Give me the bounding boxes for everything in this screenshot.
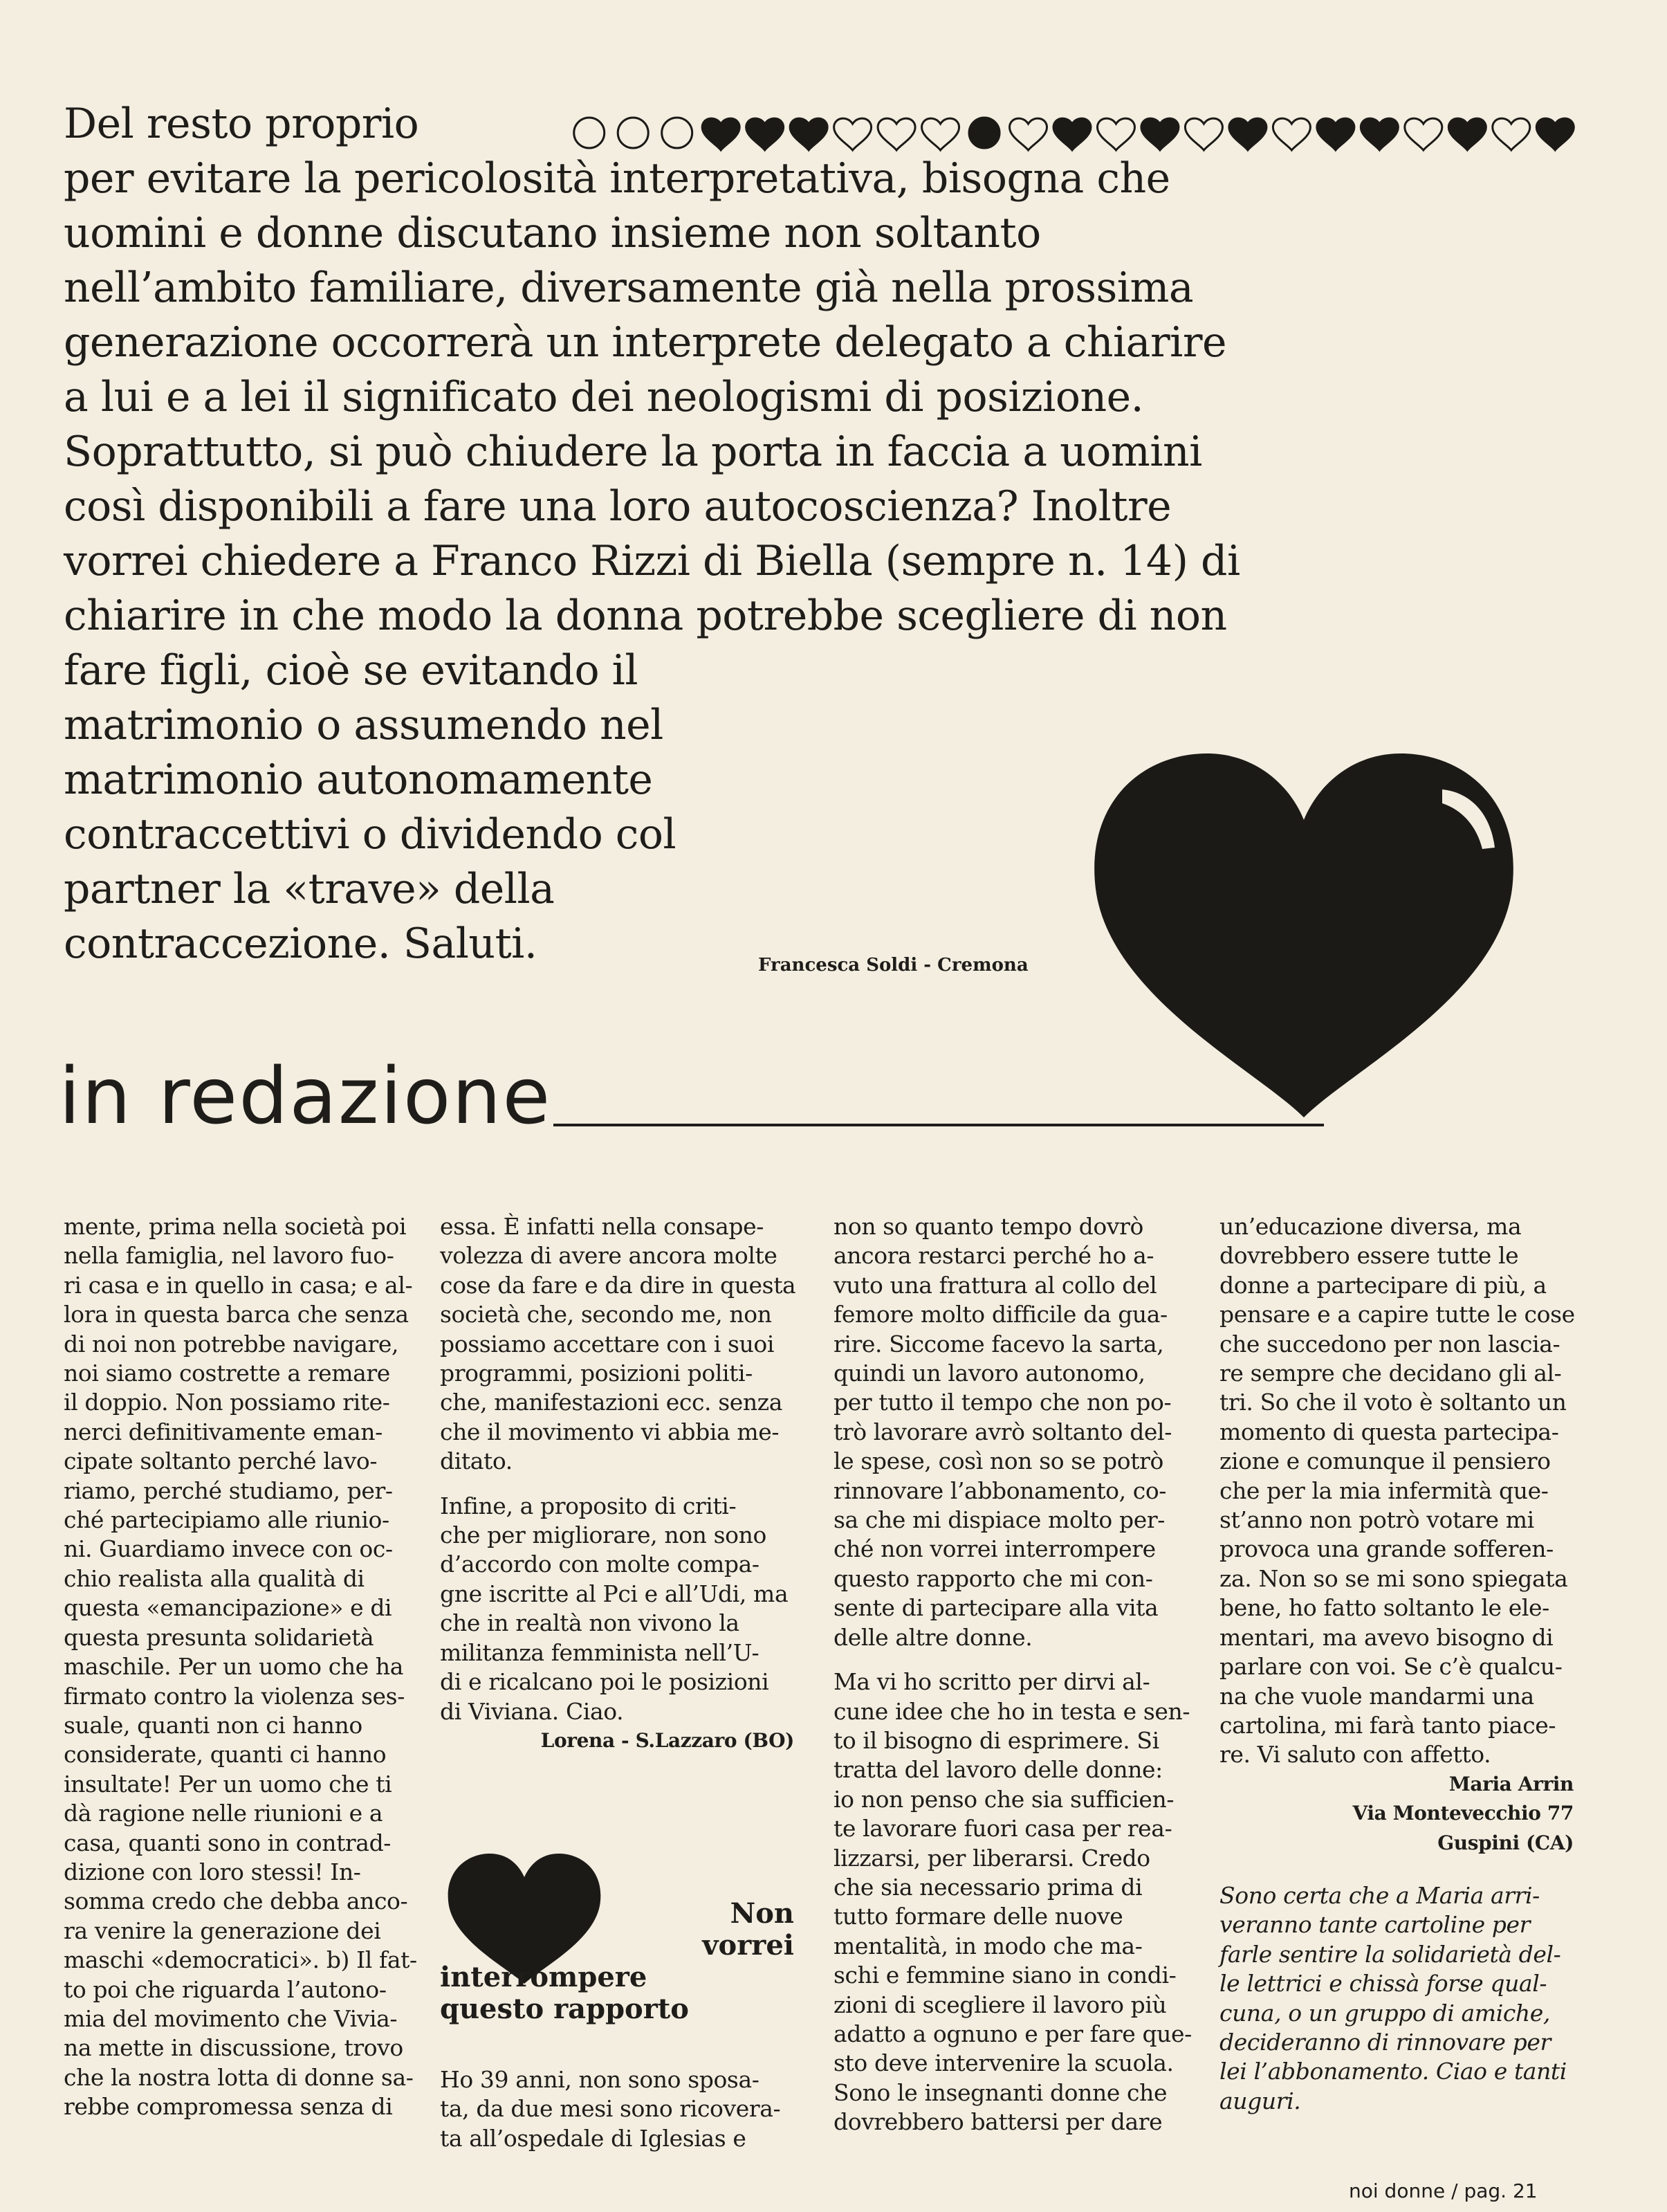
editor-reply-line: cuna, o un gruppo di amiche, bbox=[1219, 1999, 1550, 2027]
filled-heart-icon bbox=[1141, 118, 1179, 150]
outline-heart-icon bbox=[1185, 118, 1222, 150]
letter-line: Del resto proprio bbox=[64, 100, 419, 148]
text-line: rinnovare l’abbonamento, co- bbox=[834, 1477, 1167, 1504]
column-3 bbox=[834, 1212, 1192, 2137]
text-line: vuto una frattura al collo del bbox=[834, 1271, 1157, 1299]
text-line: società che, secondo me, non bbox=[440, 1301, 772, 1328]
text-line: Ma vi ho scritto per dirvi al- bbox=[834, 1668, 1150, 1696]
open-circle-icon bbox=[662, 118, 692, 148]
text-line: rebbe compromessa senza di bbox=[64, 2093, 393, 2121]
paragraph-gap bbox=[1219, 1858, 1574, 1881]
text-line: volezza di avere ancora molte bbox=[440, 1242, 777, 1270]
page-number: 21 bbox=[1512, 2179, 1538, 2202]
sub-heading-line: Non bbox=[730, 1897, 794, 1930]
text-line: questo rapporto che mi con- bbox=[834, 1564, 1153, 1592]
text-line: insultate! Per un uomo che ti bbox=[64, 1770, 392, 1798]
text-line: cose da fare e da dire in questa bbox=[440, 1271, 796, 1299]
text-line: questa «emancipazione» e di bbox=[64, 1594, 392, 1622]
text-line: mentari, ma avevo bisogno di bbox=[1219, 1623, 1554, 1651]
letter-line: uomini e donne discutano insieme non soltanto bbox=[64, 209, 1041, 257]
letter-line: così disponibili a fare una loro autocoscienza? Inoltre bbox=[64, 482, 1172, 531]
text-line: ditato. bbox=[440, 1447, 513, 1475]
text-line: di noi non potrebbe navigare, bbox=[64, 1330, 399, 1358]
outline-heart-icon bbox=[1405, 118, 1442, 150]
text-line: chio realista alla qualità di bbox=[64, 1564, 365, 1592]
outline-heart-icon bbox=[1493, 118, 1530, 150]
editor-reply-line: Sono certa che a Maria arri- bbox=[1219, 1881, 1540, 1909]
text-line: sente di partecipare alla vita bbox=[834, 1594, 1159, 1622]
text-line: che per migliorare, non sono bbox=[440, 1521, 766, 1549]
text-line: un’educazione diversa, ma bbox=[1219, 1213, 1522, 1240]
letter-signature-line: Maria Arrin bbox=[1448, 1772, 1574, 1795]
text-line: na mette in discussione, trovo bbox=[64, 2034, 403, 2062]
text-line: nerci definitivamente eman- bbox=[64, 1418, 383, 1445]
outline-heart-icon bbox=[922, 118, 959, 150]
text-line: cartolina, mi farà tanto piace- bbox=[1219, 1711, 1556, 1739]
text-line: che succedono per non lascia- bbox=[1219, 1330, 1560, 1358]
text-line: momento di questa partecipa- bbox=[1219, 1418, 1559, 1445]
text-line: io non penso che sia sufficien- bbox=[834, 1785, 1175, 1813]
text-line: adatto a ognuno e per fare que- bbox=[834, 2020, 1192, 2047]
text-line: questa presunta solidarietà bbox=[64, 1623, 374, 1651]
text-line: tri. So che il voto è soltanto un bbox=[1219, 1389, 1567, 1416]
column-2 bbox=[440, 1212, 794, 1755]
text-line: maschi «democratici». b) Il fat- bbox=[64, 1946, 417, 1974]
text-line: mente, prima nella società poi bbox=[64, 1213, 407, 1240]
text-line: rire. Siccome facevo la sarta, bbox=[834, 1330, 1164, 1358]
letter-line: chiarire in che modo la donna potrebbe scegliere di non bbox=[64, 592, 1227, 640]
text-line: delle altre donne. bbox=[834, 1623, 1033, 1651]
text-line: d’accordo con molte compa- bbox=[440, 1551, 759, 1578]
filled-heart-icon bbox=[1229, 118, 1267, 150]
text-line: tratta del lavoro delle donne: bbox=[834, 1756, 1163, 1784]
outline-heart-icon bbox=[834, 118, 872, 150]
top-letter-signature: Francesca Soldi - Cremona bbox=[758, 955, 1029, 976]
letter-line: nell’ambito familiare, diversamente già nella prossima bbox=[64, 264, 1194, 312]
text-line: firmato contro la violenza ses- bbox=[64, 1682, 405, 1710]
text-line: che il movimento vi abbia me- bbox=[440, 1418, 780, 1445]
text-line: quindi un lavoro autonomo, bbox=[834, 1360, 1145, 1387]
text-line: il doppio. Non possiamo rite- bbox=[64, 1389, 390, 1416]
text-line: lizzarsi, per liberarsi. Credo bbox=[834, 1844, 1150, 1872]
text-line: na che vuole mandarmi una bbox=[1219, 1682, 1534, 1710]
letter-line: per evitare la pericolosità interpretativa, bisogna che bbox=[64, 154, 1170, 203]
text-line: che in realtà non vivono la bbox=[440, 1609, 739, 1637]
text-line: donne a partecipare di più, a bbox=[1219, 1271, 1547, 1299]
text-line: to il bisogno di esprimere. Si bbox=[834, 1726, 1159, 1754]
text-line: maschile. Per un uomo che ha bbox=[64, 1653, 404, 1681]
open-circle-icon bbox=[574, 118, 605, 148]
text-line: che, manifestazioni ecc. senza bbox=[440, 1389, 782, 1416]
text-line: nella famiglia, nel lavoro fuo- bbox=[64, 1242, 394, 1270]
sub-heading-line: questo rapporto bbox=[440, 1993, 689, 2025]
text-line: casa, quanti sono in contrad- bbox=[64, 1829, 392, 1856]
text-line: militanza femminista nell’U- bbox=[440, 1638, 759, 1666]
section-title: in redazione bbox=[59, 1052, 552, 1142]
page-label: pag. bbox=[1464, 2179, 1507, 2202]
editor-reply-line: le lettrici e chissà forse qual- bbox=[1219, 1970, 1547, 1998]
sub-heading-left bbox=[440, 1962, 689, 2025]
text-line: zione e comunque il pensiero bbox=[1219, 1447, 1551, 1475]
text-line: mentalità, in modo che ma- bbox=[834, 1932, 1143, 1959]
letter-line: partner la «trave» della bbox=[64, 865, 555, 913]
page-footer bbox=[1349, 2179, 1538, 2202]
text-line: trò lavorare avrò soltanto del- bbox=[834, 1418, 1172, 1445]
text-line: riamo, perché studiamo, per- bbox=[64, 1477, 393, 1504]
text-line: le spese, così non so se potrò bbox=[834, 1447, 1163, 1475]
outline-heart-icon bbox=[878, 118, 915, 150]
text-line: re. Vi saluto con affetto. bbox=[1219, 1741, 1491, 1768]
text-line: Ho 39 anni, non sono sposa- bbox=[440, 2066, 759, 2093]
text-line: cipate soltanto perché lavo- bbox=[64, 1447, 378, 1475]
text-line: pensare e a capire tutte le cose bbox=[1219, 1301, 1575, 1328]
paragraph-gap bbox=[440, 1477, 794, 1492]
editor-reply-line: decideranno di rinnovare per bbox=[1219, 2028, 1551, 2056]
filled-heart-icon bbox=[746, 118, 784, 150]
text-line: considerate, quanti ci hanno bbox=[64, 1741, 387, 1768]
text-line: lora in questa barca che senza bbox=[64, 1301, 409, 1328]
text-line: sa che mi dispiace molto per- bbox=[834, 1506, 1165, 1534]
filled-circle-icon bbox=[969, 118, 1000, 148]
text-line: somma credo che debba anco- bbox=[64, 1887, 408, 1915]
letter-line: generazione occorrerà un interprete delegato a chiarire bbox=[64, 318, 1227, 367]
text-line: di e ricalcano poi le posizioni bbox=[440, 1668, 769, 1696]
letter-line: vorrei chiedere a Franco Rizzi di Biella (sempre n. 14) di bbox=[64, 537, 1240, 585]
text-line: ra venire la generazione dei bbox=[64, 1917, 381, 1944]
text-line: parlare con voi. Se c’è qualcu- bbox=[1219, 1653, 1563, 1681]
footer-separator: / bbox=[1451, 2179, 1458, 2202]
letter-line: contraccettivi o dividendo col bbox=[64, 810, 676, 859]
filled-heart-icon bbox=[790, 118, 827, 150]
paragraph-gap bbox=[834, 1652, 1188, 1667]
text-line: ché partecipiamo alle riunio- bbox=[64, 1506, 389, 1534]
column-4 bbox=[1219, 1212, 1574, 2116]
text-line: ancora restarci perché ho a- bbox=[834, 1242, 1154, 1270]
text-line: sto deve intervenire la scuola. bbox=[834, 2049, 1174, 2077]
text-line: dovrebbero essere tutte le bbox=[1219, 1242, 1519, 1270]
letter-line: matrimonio autonomamente bbox=[64, 756, 653, 804]
text-line: non so quanto tempo dovrò bbox=[834, 1213, 1143, 1240]
text-line: za. Non so se mi sono spiegata bbox=[1219, 1564, 1568, 1592]
letter-line: matrimonio o assumendo nel bbox=[64, 701, 663, 749]
text-line: to poi che riguarda l’autono- bbox=[64, 1975, 387, 2003]
letter-line: a lui e a lei il significato dei neologismi di posizione. bbox=[64, 373, 1144, 421]
text-line: che la nostra lotta di donne sa- bbox=[64, 2063, 414, 2091]
text-line: suale, quanti non ci hanno bbox=[64, 1711, 362, 1739]
sub-heading-line: interrompere bbox=[440, 1961, 647, 1993]
text-line: dovrebbero battersi per dare bbox=[834, 2108, 1163, 2136]
letter-signature-line: Guspini (CA) bbox=[1437, 1831, 1574, 1854]
text-line: re sempre che decidano gli al- bbox=[1219, 1360, 1562, 1387]
big-heart-icon bbox=[1083, 744, 1525, 1131]
title-rule bbox=[553, 1124, 1324, 1126]
sub-heading-block bbox=[440, 1851, 794, 2051]
text-line: ché non vorrei interrompere bbox=[834, 1535, 1156, 1563]
text-line: dizione con loro stessi! In- bbox=[64, 1858, 361, 1885]
text-line: gne iscritte al Pci e all’Udi, ma bbox=[440, 1580, 789, 1607]
letter-signature: Lorena - S.Lazzaro (BO) bbox=[540, 1728, 794, 1752]
text-line: ri casa e in quello in casa; e al- bbox=[64, 1271, 413, 1299]
text-line: noi siamo costrette a remare bbox=[64, 1360, 390, 1387]
editor-reply-line: lei l’abbonamento. Ciao e tanti bbox=[1219, 2058, 1567, 2085]
text-line: schi e femmine siano in condi- bbox=[834, 1962, 1177, 1989]
letter-line: Soprattutto, si può chiudere la porta in faccia a uomini bbox=[64, 428, 1202, 476]
text-line: programmi, posizioni politi- bbox=[440, 1360, 753, 1387]
editor-reply-line: auguri. bbox=[1219, 2087, 1301, 2114]
hearts-row-decoration bbox=[567, 112, 1577, 154]
editor-reply-line: farle sentire la solidarietà del- bbox=[1219, 1940, 1561, 1968]
filled-heart-icon bbox=[1317, 118, 1354, 150]
column-2-bottom bbox=[440, 2065, 794, 2153]
letter-signature-line: Via Montevecchio 77 bbox=[1352, 1802, 1574, 1825]
text-line: essa. È infatti nella consape- bbox=[440, 1213, 764, 1240]
sub-heading-right bbox=[702, 1898, 794, 1962]
text-line: che sia necessario prima di bbox=[834, 1873, 1143, 1901]
text-line: di Viviana. Ciao. bbox=[440, 1697, 624, 1725]
filled-heart-icon bbox=[1053, 118, 1091, 150]
text-line: ta, da due mesi sono ricovera- bbox=[440, 2095, 781, 2123]
text-line: ta all’ospedale di Iglesias e bbox=[440, 2124, 746, 2152]
letter-line: contraccezione. Saluti. bbox=[64, 920, 537, 968]
text-line: bene, ho fatto soltanto le ele- bbox=[1219, 1594, 1549, 1622]
outline-heart-icon bbox=[1010, 118, 1047, 150]
editor-reply-line: veranno tante cartoline per bbox=[1219, 1911, 1531, 1939]
open-circle-icon bbox=[618, 118, 648, 148]
text-line: provoca una grande sofferen- bbox=[1219, 1535, 1554, 1563]
filled-heart-icon bbox=[1448, 118, 1486, 150]
filled-heart-icon bbox=[1536, 118, 1574, 150]
filled-heart-icon bbox=[1361, 118, 1398, 150]
text-line: mia del movimento che Vivia- bbox=[64, 2004, 398, 2032]
text-line: Sono le insegnanti donne che bbox=[834, 2078, 1168, 2106]
filled-heart-icon bbox=[702, 118, 739, 150]
text-line: per tutto il tempo che non po- bbox=[834, 1389, 1172, 1416]
text-line: Infine, a proposito di criti- bbox=[440, 1492, 737, 1519]
letter-line: fare figli, cioè se evitando il bbox=[64, 646, 638, 695]
outline-heart-icon bbox=[1097, 118, 1134, 150]
text-line: cune idee che ho in testa e sen- bbox=[834, 1697, 1190, 1725]
text-line: dà ragione nelle riunioni e a bbox=[64, 1800, 383, 1827]
text-line: te lavorare fuori casa per rea- bbox=[834, 1815, 1172, 1843]
text-line: zioni di scegliere il lavoro più bbox=[834, 1991, 1167, 2018]
text-line: femore molto difficile da gua- bbox=[834, 1301, 1168, 1328]
text-line: che per la mia infermità que- bbox=[1219, 1477, 1549, 1504]
sub-heading-line: vorrei bbox=[702, 1929, 794, 1962]
magazine-name: noi donne bbox=[1349, 2179, 1446, 2202]
text-line: possiamo accettare con i suoi bbox=[440, 1330, 775, 1358]
column-1 bbox=[64, 1212, 417, 2122]
text-line: st’anno non potrò votare mi bbox=[1219, 1506, 1534, 1534]
text-line: ni. Guardiamo invece con oc- bbox=[64, 1535, 393, 1563]
text-line: tutto formare delle nuove bbox=[834, 1903, 1123, 1930]
outline-heart-icon bbox=[1273, 118, 1310, 150]
